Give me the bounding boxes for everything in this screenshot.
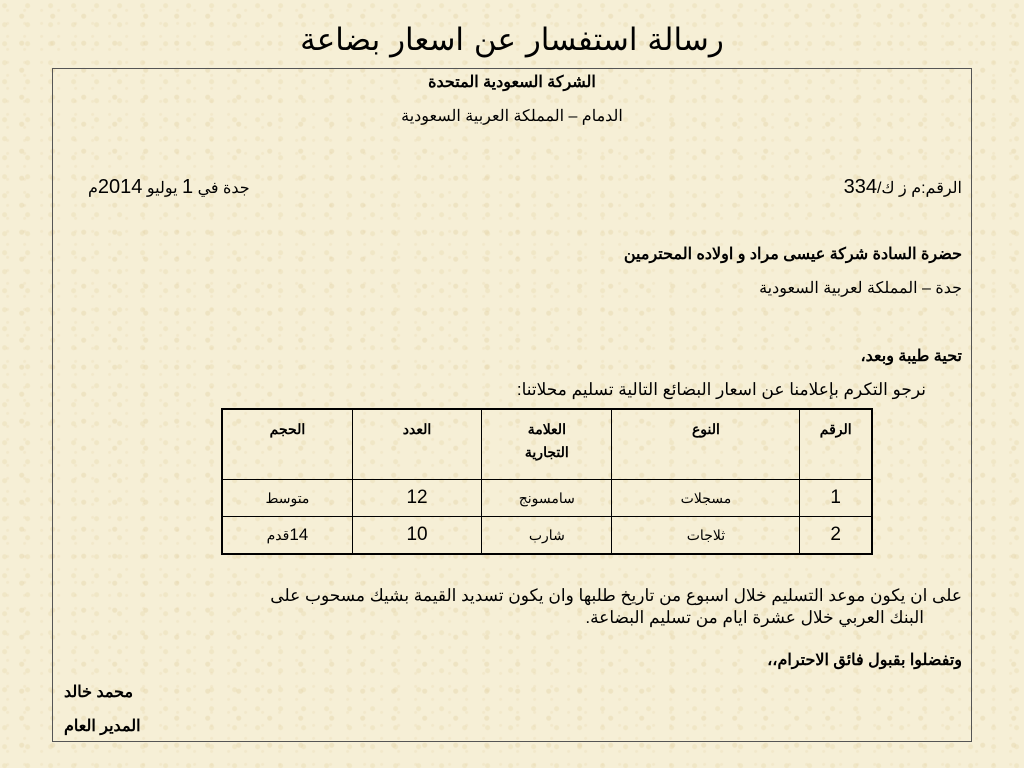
date-suffix: م bbox=[88, 180, 98, 197]
company-name: الشركة السعودية المتحدة bbox=[428, 74, 596, 91]
cell-type: ثلاجات bbox=[612, 517, 800, 555]
cell-number: 1 bbox=[800, 480, 872, 517]
reference-value: 334 bbox=[843, 176, 877, 198]
terms-line-2: البنك العربي خلال عشرة ايام من تسليم البضاعة. bbox=[585, 608, 924, 627]
signer-title: المدير العام bbox=[64, 718, 141, 735]
closing: وتفضلوا بقبول فائق الاحترام،، bbox=[767, 652, 962, 669]
cell-brand: سامسونج bbox=[482, 480, 612, 517]
greeting: تحية طيبة وبعد، bbox=[860, 348, 962, 365]
cell-type: مسجلات bbox=[612, 480, 800, 517]
cell-number: 2 bbox=[800, 517, 872, 555]
table-header-row bbox=[222, 409, 872, 480]
cell-brand: شارب bbox=[482, 517, 612, 555]
cell-size-unit: قدم bbox=[266, 527, 290, 543]
date-year: 2014 bbox=[97, 176, 143, 198]
cell-size bbox=[222, 517, 352, 555]
cell-size-number: 14 bbox=[289, 525, 309, 544]
letter-date bbox=[88, 176, 250, 199]
header-brand bbox=[482, 409, 612, 480]
header-brand-line2: التجارية bbox=[524, 444, 569, 460]
header-number: الرقم bbox=[800, 409, 872, 480]
recipient-address: جدة – المملكة لعربية السعودية bbox=[759, 280, 962, 297]
reference-label: الرقم:م ز ك/ bbox=[876, 180, 962, 197]
signer-name: محمد خالد bbox=[64, 684, 134, 701]
goods-table bbox=[221, 408, 873, 555]
table-row bbox=[222, 480, 872, 517]
header-type: النوع bbox=[612, 409, 800, 480]
reference-number bbox=[844, 176, 962, 199]
date-day: 1 bbox=[182, 176, 194, 198]
header-size: الحجم bbox=[222, 409, 352, 480]
company-address: الدمام – المملكة العربية السعودية bbox=[401, 108, 623, 125]
letter-frame bbox=[52, 68, 972, 742]
request-text: نرجو التكرم بإعلامنا عن اسعار البضائع التالية تسليم محلاتنا: bbox=[516, 380, 926, 399]
date-month: يوليو bbox=[146, 180, 178, 197]
terms-line-1: على ان يكون موعد التسليم خلال اسبوع من تاريخ طلبها وان يكون تسديد القيمة بشيك مسحوب على bbox=[270, 586, 962, 605]
slide-title: رسالة استفسار عن اسعار بضاعة bbox=[300, 22, 724, 58]
cell-count: 10 bbox=[352, 517, 481, 555]
header-count: العدد bbox=[352, 409, 481, 480]
table-row bbox=[222, 517, 872, 555]
cell-count: 12 bbox=[352, 480, 481, 517]
date-prefix: جدة في bbox=[197, 180, 250, 197]
header-brand-line1: العلامة bbox=[527, 421, 566, 437]
cell-size: متوسط bbox=[222, 480, 352, 517]
recipient-name: حضرة السادة شركة عيسى مراد و اولاده المحترمين bbox=[623, 246, 962, 263]
